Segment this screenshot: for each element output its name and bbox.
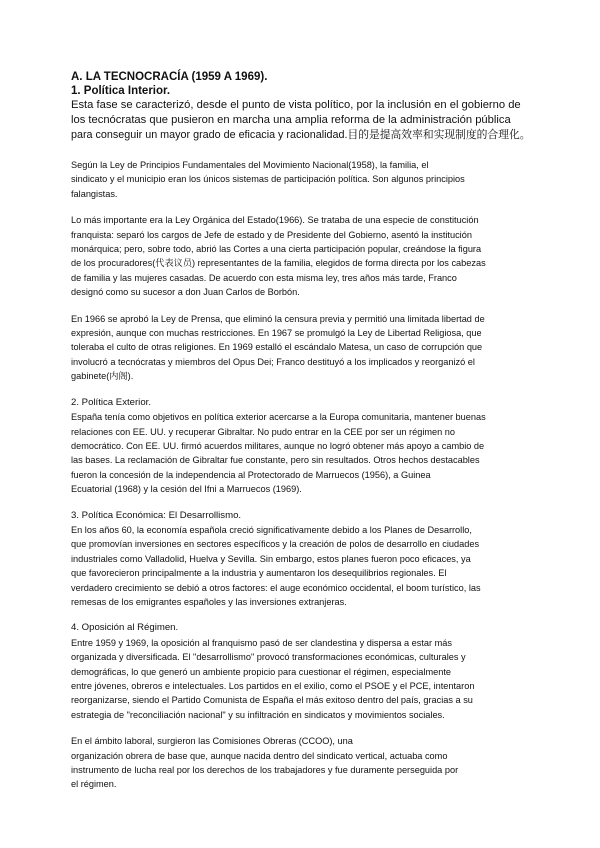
- paragraph-line: relaciones con EE. UU. y recuperar Gibraltar. No pudo entrar en la CEE por ser un régimen no: [71, 426, 456, 437]
- section-heading-politica-interior: 1. Política Interior.: [71, 85, 171, 97]
- paragraph: [71, 734, 533, 792]
- paragraph-line: En los años 60, la economía española creció significativamente debido a los Planes de Desarrollo,: [71, 524, 472, 535]
- section-title: 4. Oposición al Régimen.: [71, 622, 179, 634]
- intro-line: para conseguir un mayor grado de eficacia y racionalidad.目的是提高效率和实现制度的合理化。: [71, 129, 531, 141]
- paragraph-line: organizada y diversificada. El "desarrollismo" provocó transformaciones económicas, culturales y: [71, 652, 466, 663]
- document-content: [71, 70, 533, 792]
- paragraph-line: democrático. Con EE. UU. firmó acuerdos militares, aunque no logró obtener más apoyo a cambio de: [71, 440, 485, 451]
- paragraph-line: Según la Ley de Principios Fundamentales del Movimiento Nacional(1958), la familia, el: [71, 160, 429, 170]
- paragraph-line: sindicato y el municipio eran los únicos sistemas de participación política. Son algunos principios: [71, 174, 465, 185]
- document-title: A. LA TECNOCRACÍA (1959 A 1969).: [71, 71, 268, 83]
- paragraph: [71, 312, 533, 384]
- paragraph: [71, 213, 533, 299]
- paragraph-line: industriales como Valladolid, Huelva y Sevilla. Sin embargo, estos planes fueron poco eficaces, ya: [71, 553, 471, 564]
- paragraph-line: entre jóvenes, obreros e intelectuales. Los partidos en el exilio, como el PSOE y el PCE, intentaron: [71, 681, 475, 691]
- paragraph: [71, 158, 533, 201]
- paragraph-line: Lo más importante era la Ley Orgánica del Estado(1966). Se trataba de una especie de constitución: [71, 215, 479, 226]
- paragraph-line: las bases. La reclamación de Gibraltar fue constante, pero sin resultados. Otros hechos destacables: [71, 455, 480, 466]
- intro-paragraph: [71, 98, 533, 143]
- paragraph-line: verdadero crecimiento se debió a otros factores: el auge económico occidental, el boom turístico, las: [71, 582, 481, 593]
- paragraph-line: falangistas.: [71, 188, 118, 199]
- section-block: [71, 396, 533, 497]
- paragraph-line: que favorecieron principalmente a la industria y aumentaron los desequilibrios regionales. El: [71, 568, 447, 579]
- paragraph-line: remesas de los emigrantes españoles y las inversiones extranjeras.: [71, 596, 347, 607]
- paragraph-line: toleraba el culto de otras religiones. En 1969 estalló el escándalo Matesa, un caso de corrupción que: [71, 342, 483, 353]
- intro-line: los tecnócratas que pusieron en marcha una amplia reforma de la administración pública: [71, 114, 511, 126]
- paragraph-line: En 1966 se aprobó la Ley de Prensa, que eliminó la censura previa y permitió una limitada libertad de: [71, 313, 485, 324]
- paragraph-line: de familia y las mujeres casadas. De acuerdo con esta misma ley, tres años más tarde, Franco: [71, 272, 457, 283]
- section-title: 2. Política Exterior.: [71, 396, 151, 408]
- section-block: [71, 509, 533, 610]
- paragraph-line: Ecuatorial (1968) y la cesión del Ifni a Marruecos (1969).: [71, 484, 302, 495]
- paragraph-line: instrumento de lucha real por los derechos de los trabajadores y fue duramente perseguida por: [71, 765, 459, 776]
- paragraph-line: En el ámbito laboral, surgieron las Comisiones Obreras (CCOO), una: [71, 736, 353, 747]
- paragraph-line: demográficas, lo que generó un ambiente propicio para cuestionar el régimen, especialmente: [71, 666, 451, 677]
- paragraph-line: que promovían inversiones en sectores específicos y la creación de polos de desarrollo en ciudades: [71, 539, 480, 550]
- paragraph-line: Entre 1959 y 1969, la oposición al franquismo pasó de ser clandestina y dispersa a estar más: [71, 637, 452, 648]
- paragraph-line: expresión, aunque con muchas restricciones. En 1967 se promulgó la Ley de Libertad Religiosa, que: [71, 328, 482, 339]
- paragraph-line: involucró a tecnócratas y miembros del Opus Dei; Franco destituyó a los implicados y reorganizó el: [71, 356, 475, 367]
- paragraph-line: monárquica; pero, sobre todo, abrió las Cortes a una cierta participación popular, creándose la figura: [71, 244, 482, 255]
- paragraph-line: España tenía como objetivos en política exterior acercarse a la Europa comunitaria, mantener buenas: [71, 412, 486, 423]
- section-title: 3. Política Económica: El Desarrollismo.: [71, 509, 242, 521]
- paragraph-line: reorganizarse, siendo el Partido Comunista de España el más exitoso dentro del país, gracias a su: [71, 695, 473, 706]
- paragraph-line: franquista: separó los cargos de Jefe de estado y de Presidente del Gobierno, asentó la institución: [71, 229, 472, 240]
- paragraph-line: el régimen.: [71, 779, 117, 790]
- section-block: [71, 621, 533, 722]
- body-paragraphs: [71, 158, 533, 792]
- intro-line: Esta fase se caracterizó, desde el punto de vista político, por la inclusión en el gobierno de: [71, 99, 521, 111]
- paragraph-line: organización obrera de base que, aunque nacida dentro del sindicato vertical, actuaba como: [71, 750, 448, 761]
- paragraph-line: gabinete(内阁).: [71, 371, 134, 382]
- paragraph-line: estrategia de "reconciliación nacional" y su infiltración en sindicatos y movimientos sociales.: [71, 709, 445, 720]
- paragraph-line: designó como su sucesor a don Juan Carlos de Borbón.: [71, 287, 300, 298]
- paragraph-line: fueron la concesión de la independencia al Protectorado de Marruecos (1956), a Guinea: [71, 469, 431, 480]
- paragraph-line: de los procuradores(代表议员) representantes de la familia, elegidos de forma directa por los cabezas: [71, 258, 486, 269]
